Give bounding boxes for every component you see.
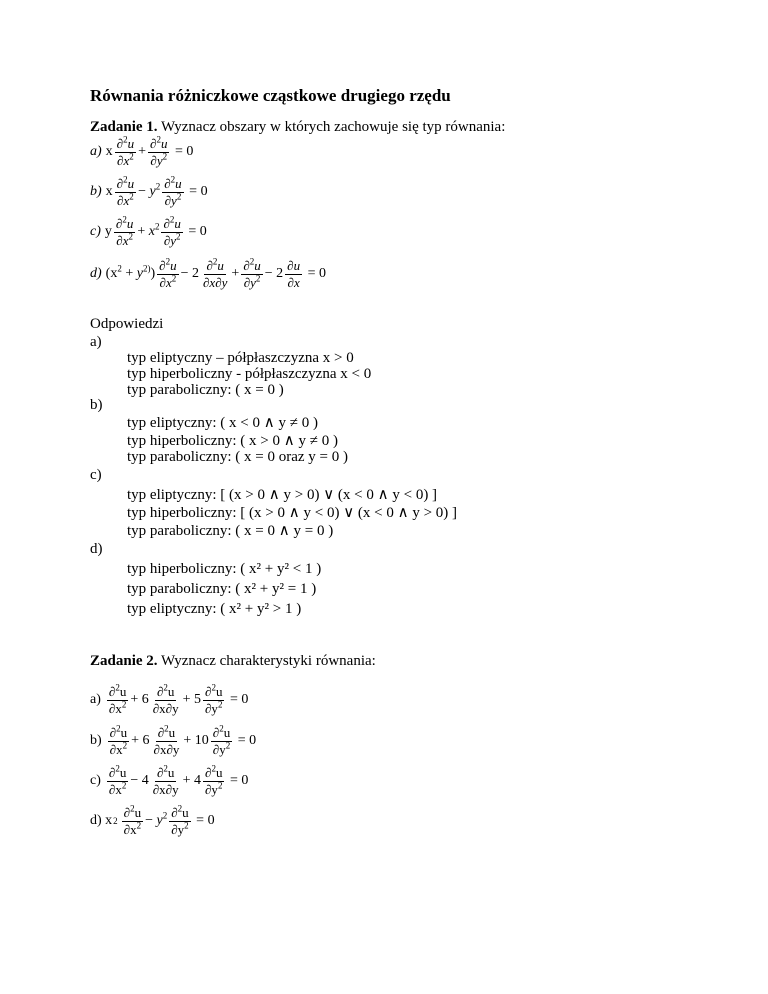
task-1-heading — [90, 119, 505, 136]
equation-1b-label: b) — [90, 184, 102, 200]
equation-1d: d) $(x^2 + y^{2)})$ $\frac{\partial^2u}{\partial x^2}$ − 2 $\frac{\partial^2u}{\partial x\partial y}$ + $\frac{\partial^2u}{\partial y^2}$ − 2 $\frac{\partial u}{\partial x}$ = 0 — [90, 256, 327, 290]
equation-2a: a) $\frac{\partial^2u}{\partial x^2}$ + 6 $\frac{\partial^2u}{\partial x\partial y}$ + 5 $\frac{\partial^2u}{\partial y^2}$ = 0 — [90, 682, 249, 716]
answers-d-label: d) — [90, 541, 103, 557]
task-2-label: Zadanie 2. — [90, 653, 158, 669]
answer-b-3: typ paraboliczny: ( x = 0 oraz y = 0 ) — [127, 449, 349, 465]
equation-2d-label: d) x — [90, 813, 113, 829]
answer-c-2: typ hiperboliczny: [ (x > 0 ∧ y < 0) ∨ (x < 0 ∧ y > 0) ] — [127, 505, 458, 521]
answer-d-3: typ eliptyczny: ( x² + y² > 1 ) — [127, 601, 302, 617]
equation-2c-label: c) — [90, 773, 101, 789]
equation-2b-label: b) — [90, 733, 102, 749]
equation-1b: b) x $\frac{\partial^2u}{\partial x^2}$ − $y^2$ $\frac{\partial^2u}{\partial y^2}$ = 0 — [90, 174, 208, 208]
answer-a-3: typ paraboliczny: ( x = 0 ) — [127, 382, 284, 398]
answer-d-2: typ paraboliczny: ( x² + y² = 1 ) — [127, 581, 317, 597]
answers-b-label: b) — [90, 397, 103, 413]
equation-2c: c) $\frac{\partial^2u}{\partial x^2}$ − 4 $\frac{\partial^2u}{\partial x\partial y}$ + 4 $\frac{\partial^2u}{\partial y^2}$ = 0 — [90, 763, 249, 797]
answers-c-label: c) — [90, 467, 102, 483]
equation-2a-label: a) — [90, 692, 101, 708]
equation-1a-label: a) — [90, 144, 102, 160]
equation-1c: c) y $\frac{\partial^2u}{\partial x^2}$ + $x^2$ $\frac{\partial^2u}{\partial y^2}$ = 0 — [90, 214, 207, 248]
equation-1d-label: d) — [90, 266, 102, 282]
equation-2b: b) $\frac{\partial^2u}{\partial x^2}$ + 6 $\frac{\partial^2u}{\partial x\partial y}$ + 10 $\frac{\partial^2u}{\partial y^2}$ = 0 — [90, 723, 257, 757]
answers-heading: Odpowiedzi — [90, 316, 164, 332]
task-1-text: Wyznacz obszary w których zachowuje się typ równania: — [157, 119, 506, 135]
answer-a-1: typ eliptyczny – półpłaszczyzna x > 0 — [127, 350, 354, 366]
answer-b-1: typ eliptyczny: ( x < 0 ∧ y ≠ 0 ) — [127, 415, 318, 431]
equation-2d: d) x 2 $\frac{\partial^2u}{\partial x^2}$ − $y^2$ $\frac{\partial^2u}{\partial y^2}$ = 0 — [90, 803, 215, 837]
equation-1a: a) x $\frac{\partial^2u}{\partial x^2}$ + $\frac{\partial^2u}{\partial y^2}$ = 0 — [90, 134, 194, 168]
answer-d-1: typ hiperboliczny: ( x² + y² < 1 ) — [127, 561, 322, 577]
answer-c-1: typ eliptyczny: [ (x > 0 ∧ y > 0) ∨ (x < 0 ∧ y < 0) ] — [127, 487, 438, 503]
task-2-text: Wyznacz charakterystyki równania: — [157, 653, 376, 669]
answer-c-3: typ paraboliczny: ( x = 0 ∧ y = 0 ) — [127, 523, 334, 539]
task-1-label: Zadanie 1. — [90, 119, 158, 135]
task-2-heading — [90, 653, 376, 670]
page-title: Równania różniczkowe cząstkowe drugiego rzędu — [90, 86, 451, 105]
answers-a-label: a) — [90, 334, 102, 350]
answer-b-2: typ hiperboliczny: ( x > 0 ∧ y ≠ 0 ) — [127, 433, 338, 449]
answer-a-2: typ hiperboliczny - półpłaszczyzna x < 0 — [127, 366, 372, 382]
equation-1c-label: c) — [90, 224, 101, 240]
